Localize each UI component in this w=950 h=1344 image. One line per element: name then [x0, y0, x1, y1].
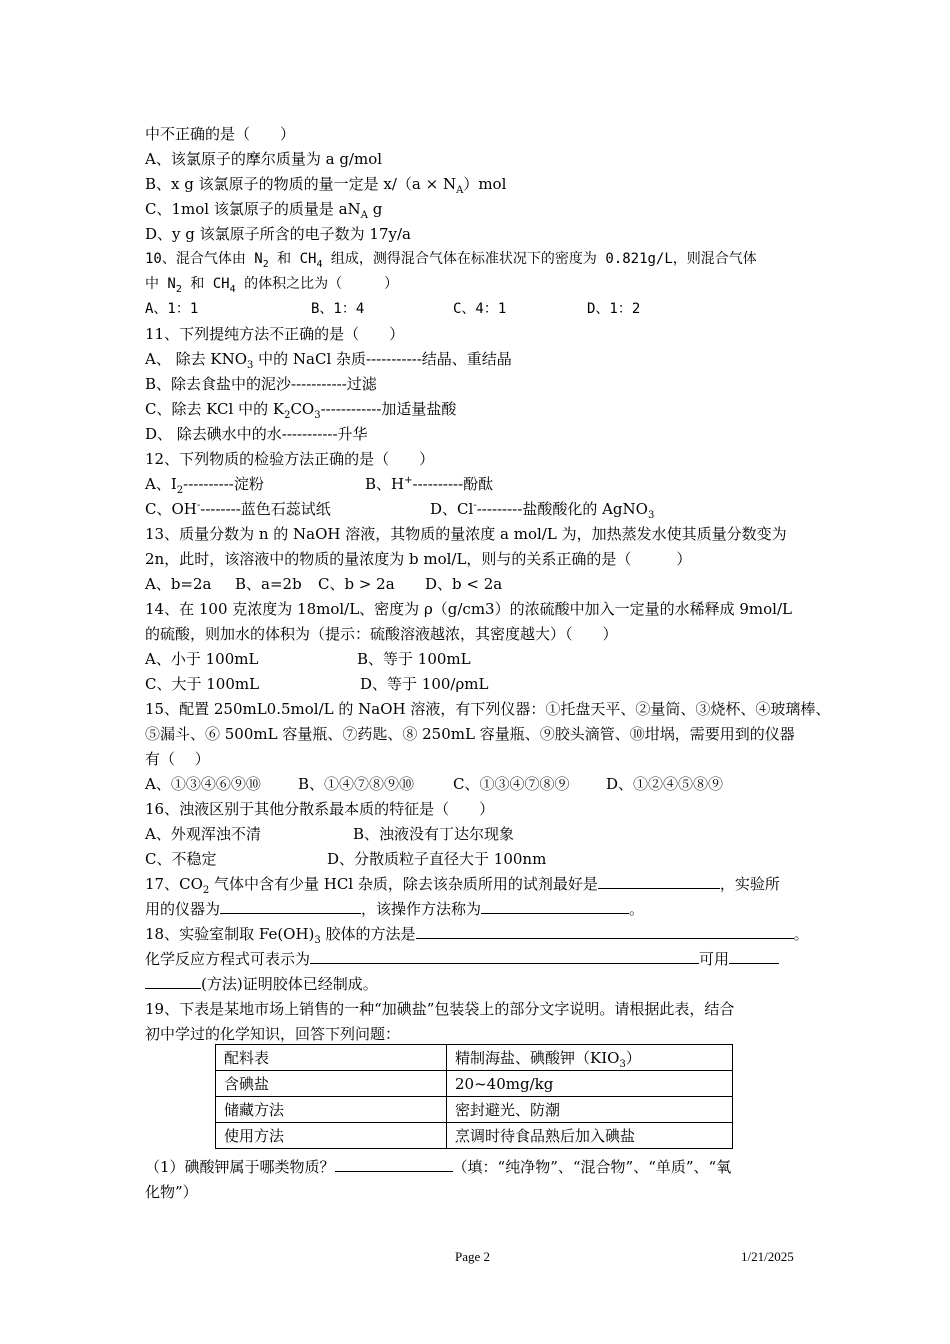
- table-cell: 20~40mg/kg: [447, 1071, 733, 1097]
- q14-stem: 14、在 100 克浓度为 18mol/L、密度为 ρ（g/cm3）的浓硫酸中加入一定量的水稀释成 9mol/L: [145, 600, 792, 618]
- q12-option-d: D、Cl----------盐酸酸化的 AgNO$_3$: [430, 500, 655, 521]
- q11-option-d: D、 除去碘水中的水-----------升华: [145, 425, 368, 443]
- q11-option-c: C、除去 KCl 中的 $K_2CO_3------------$加适量盐酸: [145, 400, 457, 421]
- q15-stem-line2: ⑤漏斗、⑥ 500mL 容量瓶、⑦药匙、⑧ 250mL 容量瓶、⑨胶头滴管、⑩坩埚，需要用到的仪器: [145, 725, 795, 743]
- q18-proof-blank-a[interactable]: [729, 949, 779, 964]
- q14-option-a: A、小于 100mL: [145, 650, 259, 668]
- q13-option-c: C、b > 2a: [318, 575, 395, 593]
- iodized-salt-table: [215, 1044, 733, 1149]
- page-number: Page 2: [455, 1249, 491, 1264]
- q17-method-blank[interactable]: [481, 899, 629, 914]
- table-cell: 使用方法: [216, 1123, 447, 1149]
- q19-sub1-blank[interactable]: [335, 1157, 453, 1172]
- table-cell: 烹调时待食品熟后加入碘盐: [447, 1123, 733, 1149]
- table-cell: 配料表: [216, 1045, 447, 1071]
- q13-stem-line2: 2n，此时，该溶液中的物质的量浓度为 b mol/L，则与的关系正确的是（ ）: [145, 550, 692, 568]
- q15-stem: 15、配置 250mL0.5mol/L 的 NaOH 溶液，有下列仪器：①托盘天平、②量筒、③烧杯、④玻璃棒、: [145, 700, 831, 718]
- q17-stem-line2: 用的仪器为 ，该操作方法称为 。: [145, 900, 645, 918]
- q17-reagent-blank[interactable]: [598, 874, 720, 889]
- table-cell: 含碘盐: [216, 1071, 447, 1097]
- footer-date: 1/21/2025: [741, 1249, 794, 1264]
- q18-equation-blank[interactable]: [310, 949, 699, 964]
- q11-option-a: A、 除去 $KNO_3$ 中的 NaCl 杂质-----------结晶、重结晶: [145, 350, 512, 371]
- q15-option-d: D、①②④⑤⑧⑨: [606, 775, 724, 793]
- q11-stem: 11、下列提纯方法不正确的是（ ）: [145, 325, 405, 343]
- q19-sub1: （1）碘酸钾属于哪类物质？ （填：“纯净物”、“混合物”、“单质”、“氧: [145, 1158, 732, 1176]
- q12-stem: 12、下列物质的检验方法正确的是（ ）: [145, 450, 435, 468]
- q12-option-b: B、H+----------酚酞: [365, 475, 494, 493]
- q14-option-b: B、等于 100mL: [357, 650, 471, 668]
- q17-apparatus-blank[interactable]: [220, 899, 361, 914]
- table-cell: 精制海盐、碘酸钾$(KIO_3)$: [447, 1045, 733, 1071]
- q15-option-c: C、①③④⑦⑧⑨: [453, 775, 570, 793]
- table-row: [216, 1123, 733, 1149]
- q12-option-a: A、$I_2----------$淀粉: [145, 475, 264, 496]
- q16-option-b: B、浊液没有丁达尔现象: [353, 825, 515, 843]
- q15-option-b: B、①④⑦⑧⑨⑩: [298, 775, 415, 793]
- table-cell: 储藏方法: [216, 1097, 447, 1123]
- q15-stem-line3: 有（ ）: [145, 750, 210, 768]
- table-cell: 密封避光、防潮: [447, 1097, 733, 1123]
- q16-option-d: D、分散质粒子直径大于 100nm: [327, 850, 547, 868]
- q18-stem-line3: (方法)证明胶体已经制成。: [145, 974, 378, 994]
- q13-option-d: D、b < 2a: [425, 575, 503, 593]
- q9-stem-tail: 中不正确的是（ ）: [145, 125, 296, 143]
- q9-option-c: C、1mol 该氯原子的质量是 $aN_A$ g: [145, 200, 383, 221]
- q19-stem-line2: 初中学过的化学知识，回答下列问题：: [145, 1025, 401, 1043]
- q16-stem: 16、浊液区别于其他分散系最本质的特征是（ ）: [145, 800, 495, 818]
- q16-option-a: A、外观浑浊不清: [145, 825, 261, 843]
- q10-option-b: B、1：4: [311, 301, 365, 317]
- q11-option-b: B、除去食盐中的泥沙-----------过滤: [145, 375, 377, 393]
- table-row: [216, 1071, 733, 1097]
- q14-stem-line2: 的硫酸，则加水的体积为（提示：硫酸溶液越浓，其密度越大）（ ）: [145, 625, 618, 643]
- q17-stem: 17、$CO_2$ 气体中含有少量 HCl 杂质，除去该杂质所用的试剂最好是 ，实验所: [145, 875, 780, 896]
- q18-proof-blank-b[interactable]: [145, 974, 201, 989]
- q15-option-a: A、①③④⑥⑨⑩: [145, 775, 261, 793]
- q10-stem: 10、混合气体由 $N_2$ 和 $CH_4$ 组成，测得混合气体在标准状况下的密度为 0.821g/L，则混合气体: [145, 251, 757, 270]
- q19-stem: 19、下表是某地市场上销售的一种“加碘盐”包装袋上的部分文字说明。请根据此表，结合: [145, 1000, 735, 1018]
- q9-option-d: D、y g 该氯原子所含的电子数为 17y/a: [145, 225, 411, 243]
- q13-stem: 13、质量分数为 n 的 NaOH 溶液，其物质的量浓度 a mol/L 为，加热蒸发水使其质量分数变为: [145, 525, 787, 543]
- q14-option-c: C、大于 100mL: [145, 675, 260, 693]
- q10-option-a: A、1：1: [145, 301, 199, 317]
- q9-option-b: B、x g 该氯原子的物质的量一定是 $x/(a \times N_A)mol$: [145, 175, 507, 196]
- q18-method-blank[interactable]: [416, 924, 794, 939]
- q16-option-c: C、不稳定: [145, 850, 217, 868]
- q10-option-d: D、1：2: [587, 301, 641, 317]
- q10-option-c: C、4：1: [453, 301, 507, 317]
- q10-stem-line2: 中 $N_2$ 和 $CH_4$ 的体积之比为（ ）: [145, 276, 399, 295]
- q19-sub1-line2: 化物”）: [145, 1183, 198, 1201]
- q14-option-d: D、等于 100/ρmL: [360, 675, 489, 693]
- q13-option-a: A、b=2a: [145, 575, 212, 593]
- q13-option-b: B、a=2b: [235, 575, 302, 593]
- q9-option-a: A、该氯原子的摩尔质量为 a g/mol: [145, 150, 383, 168]
- q12-option-c: C、OH---------蓝色石蕊试纸: [145, 500, 331, 518]
- q18-stem-line2: 化学反应方程式可表示为 可用: [145, 949, 779, 969]
- q18-stem: 18、实验室制取 $Fe(OH)_3$ 胶体的方法是 。: [145, 925, 809, 946]
- table-row: [216, 1045, 733, 1071]
- table-row: [216, 1097, 733, 1123]
